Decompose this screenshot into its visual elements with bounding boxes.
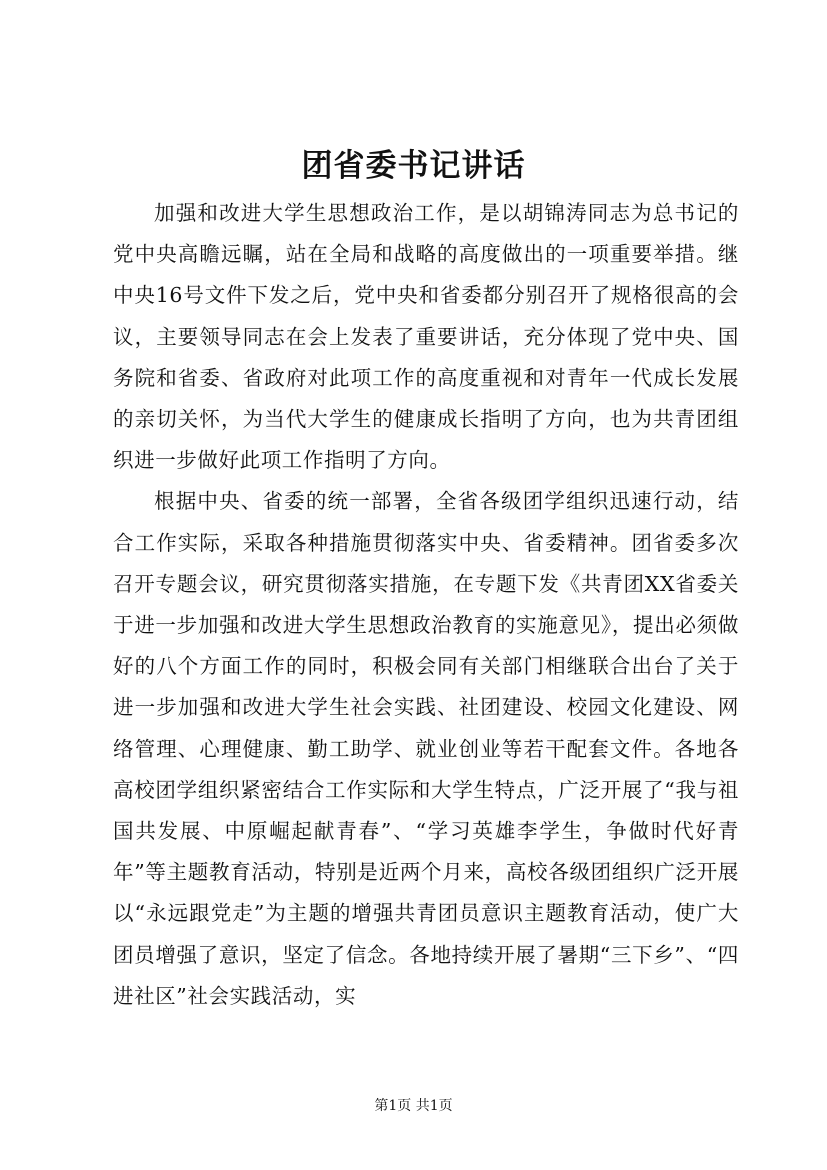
- paragraph-2: 根据中央、省委的统一部署，全省各级团学组织迅速行动，结合工作实际，采取各种措施贯彻落实中央、省委精神。团省委多次召开专题会议，研究贯彻落实措施，在专题下发《共青团XX省委关于进一步加强和改进大学生思想政治教育的实施意见》，提出必须做好的八个方面工作的同时，积极会同有关部门相继联合出台了关于进一步加强和改进大学生社会实践、社团建设、校园文化建设、网络管理、心理健康、勤工助学、就业创业等若干配套文件。各地各高校团学组织紧密结合工作实际和大学生特点，广泛开展了“我与祖国共发展、中原崛起献青春”、“学习英雄李学生，争做时代好青年”等主题教育活动，特别是近两个月来，高校各级团组织广泛开展以“永远跟党走”为主题的增强共青团员意识主题教育活动，使广大团员增强了意识，坚定了信念。各地持续开展了暑期“三下乡”、“四进社区”社会实践活动，实: [113, 489, 739, 1008]
- paragraph-1: 加强和改进大学生思想政治工作，是以胡锦涛同志为总书记的党中央高瞻远瞩，站在全局和战略的高度做出的一项重要举措。继中央16号文件下发之后，党中央和省委都分别召开了规格很高的会议，主要领导同志在会上发表了重要讲话，充分体现了党中央、国务院和省委、省政府对此项工作的高度重视和对青年一代成长发展的亲切关怀，为当代大学生的健康成长指明了方向，也为共青团组织进一步做好此项工作指明了方向。: [113, 201, 739, 473]
- page-footer: 第1页 共1页: [374, 1098, 453, 1114]
- document-body: [113, 193, 739, 1017]
- document-title: 团省委书记讲话: [301, 148, 526, 184]
